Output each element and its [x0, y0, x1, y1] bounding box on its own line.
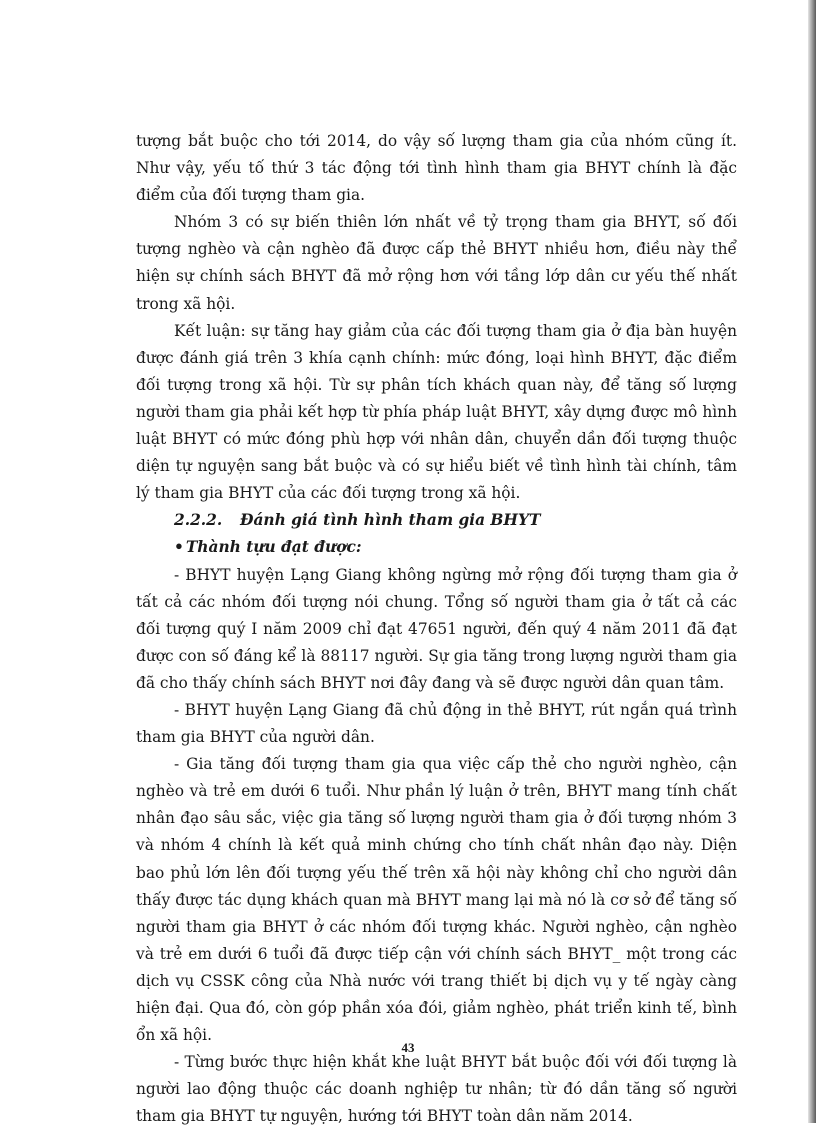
bullet-icon: •	[174, 538, 184, 557]
page-edge-shadow	[808, 0, 816, 1123]
body-text	[136, 128, 737, 1130]
section-title: Đánh giá tình hình tham gia BHYT	[240, 511, 541, 530]
section-number: 2.2.2.	[174, 511, 223, 530]
list-item: - BHYT huyện Lạng Giang đã chủ động in thẻ BHYT, rút ngắn quá trình tham gia BHYT của người dân.	[136, 700, 737, 747]
subsection-title: Thành tựu đạt được:	[185, 538, 362, 557]
list-item: - Gia tăng đối tượng tham gia qua việc cấp thẻ cho người nghèo, cận nghèo và trẻ em dưới 6 tuổi. Như phần lý luận ở trên, BHYT mang tính chất nhân đạo sâu sắc, việc gia tăng số lượng người tham gia ở đối tượng nhóm 3 và nhóm 4 chính là kết quả minh chứng cho tính chất nhân đạo này. Diện bao phủ lớn lên đối tượng yếu thế trên xã hội này không chỉ cho người dân thấy được tác dụng khách quan mà BHYT mang lại mà nó là cơ sở để tăng số người tham gia BHYT ở các nhóm đối tượng khác. Người nghèo, cận nghèo và trẻ em dưới 6 tuổi đã được tiếp cận với chính sách BHYT_ một trong các dịch vụ CSSK công của Nhà nước với trang thiết bị dịch vụ y tế ngày càng hiện đại. Qua đó, còn góp phần xóa đói, giảm nghèo, phát triển kinh tế, bình ổn xã hội.	[136, 755, 737, 1045]
list-item: - Từng bước thực hiện khắt khe luật BHYT bắt buộc đối với đối tượng là người lao động thuộc các doanh nghiệp tư nhân; từ đó dần tăng số người tham gia BHYT tự nguyện, hướng tới BHYT toàn dân năm 2014.	[136, 1053, 737, 1126]
section-heading	[136, 507, 737, 534]
subsection-heading	[136, 534, 737, 561]
paragraph-conclusion: Kết luận: sự tăng hay giảm của các đối tượng tham gia ở địa bàn huyện được đánh giá trên 3 khía cạnh chính: mức đóng, loại hình BHYT, đặc điểm đối tượng trong xã hội. Từ sự phân tích khách quan này, để tăng số lượng người tham gia phải kết hợp từ phía pháp luật BHYT, xây dựng được mô hình luật BHYT có mức đóng phù hợp với nhân dân, chuyển dần đối tượng thuộc diện tự nguyện sang bắt buộc và có sự hiểu biết về tình hình tài chính, tâm lý tham gia BHYT của các đối tượng trong xã hội.	[136, 321, 737, 503]
paragraph-group3: Nhóm 3 có sự biến thiên lớn nhất về tỷ trọng tham gia BHYT, số đối tượng nghèo và cận nghèo đã được cấp thẻ BHYT nhiều hơn, điều này thể hiện sự chính sách BHYT đã mở rộng hơn với tầng lớp dân cư yếu thế nhất trong xã hội.	[136, 213, 737, 313]
list-item: - BHYT huyện Lạng Giang không ngừng mở rộng đối tượng tham gia ở tất cả các nhóm đối tượng nói chung. Tổng số người tham gia ở tất cả các đối tượng quý I năm 2009 chỉ đạt 47651 người, đến quý 4 năm 2011 đã đạt được con số đáng kể là 88117 người. Sự gia tăng trong lượng người tham gia đã cho thấy chính sách BHYT nơi đây đang và sẽ được người dân quan tâm.	[136, 565, 737, 692]
page-number: 43	[401, 1040, 415, 1055]
paragraph-continuation: tượng bắt buộc cho tới 2014, do vậy số lượng tham gia của nhóm cũng ít. Như vậy, yếu tố thứ 3 tác động tới tình hình tham gia BHYT chính là đặc điểm của đối tượng tham gia.	[136, 132, 737, 205]
